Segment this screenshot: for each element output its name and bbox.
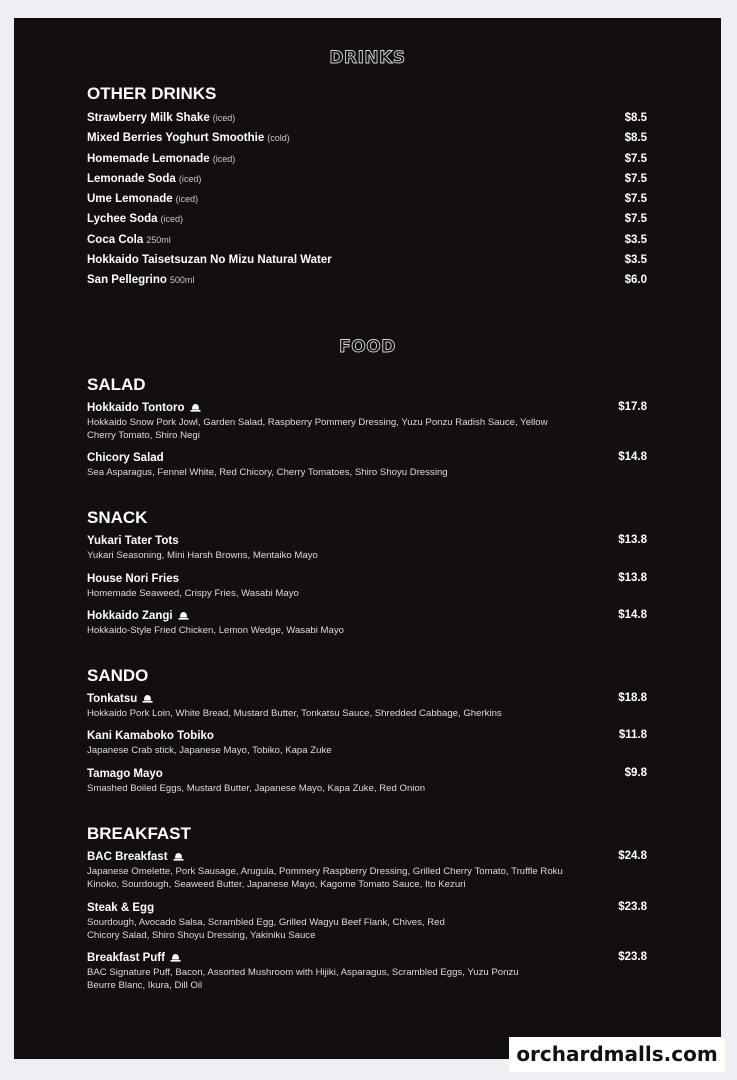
chef-hat-icon xyxy=(142,694,153,703)
drink-note: (iced) xyxy=(212,154,236,164)
food-name: Breakfast Puff xyxy=(87,952,165,964)
drink-name: San Pellegrino xyxy=(87,274,167,286)
food-name: Kani Kamaboko Tobiko xyxy=(87,730,214,742)
food-price: $11.8 xyxy=(618,729,647,741)
drink-price: $7.5 xyxy=(624,153,647,165)
food-price: $23.8 xyxy=(618,951,647,963)
food-price: $13.8 xyxy=(618,572,647,584)
food-item xyxy=(87,609,647,637)
drink-name: Ume Lemonade xyxy=(87,193,173,205)
food-description: Sea Asparagus, Fennel White, Red Chicory, Cherry Tomatoes, Shiro Shoyu Dressing xyxy=(87,467,448,478)
food-item xyxy=(87,901,647,942)
drink-note: 500ml xyxy=(169,275,195,285)
drink-item xyxy=(87,232,647,248)
food-section-title: FOOD xyxy=(339,337,396,357)
menu-page xyxy=(14,18,721,1059)
drink-note: (iced) xyxy=(160,214,184,224)
category-title-salad: SALAD xyxy=(87,375,146,394)
food-name: Hokkaido Zangi xyxy=(87,610,173,622)
food-item xyxy=(87,767,647,795)
chef-hat-icon xyxy=(170,953,181,962)
food-description: Yukari Seasoning, Mini Harsh Browns, Mentaiko Mayo xyxy=(87,550,318,561)
drink-price: $7.5 xyxy=(624,193,647,205)
drink-item xyxy=(87,130,647,146)
food-description: BAC Signature Puff, Bacon, Assorted Mushroom with Hijiki, Asparagus, Scrambled Eggs, Yuzu Ponzu Beurre Blanc, Ikura, Dill Oil xyxy=(87,967,519,991)
food-price: $18.8 xyxy=(618,692,647,704)
food-description: Smashed Boiled Eggs, Mustard Butter, Japanese Mayo, Kapa Zuke, Red Onion xyxy=(87,783,426,794)
food-price: $9.8 xyxy=(624,767,647,779)
chef-hat-icon xyxy=(190,403,201,412)
food-description: Homemade Seaweed, Crispy Fries, Wasabi Mayo xyxy=(87,588,299,599)
drink-item xyxy=(87,211,647,227)
drink-item xyxy=(87,272,647,288)
drink-item xyxy=(87,191,647,207)
food-item xyxy=(87,729,647,757)
food-item xyxy=(87,951,647,992)
watermark: orchardmalls.com xyxy=(509,1037,725,1072)
drink-name: Coca Cola xyxy=(87,234,144,246)
drink-name: Lemonade Soda xyxy=(87,173,176,185)
drink-item xyxy=(87,252,647,268)
drink-item xyxy=(87,171,647,187)
food-price: $13.8 xyxy=(618,534,647,546)
food-price: $14.8 xyxy=(618,451,647,463)
drink-price: $7.5 xyxy=(624,213,647,225)
food-name: BAC Breakfast xyxy=(87,851,168,863)
food-name: House Nori Fries xyxy=(87,573,180,585)
food-item xyxy=(87,451,647,479)
drink-price: $3.5 xyxy=(624,254,647,266)
food-description: Hokkaido-Style Fried Chicken, Lemon Wedge, Wasabi Mayo xyxy=(87,625,345,636)
drink-note: 250ml xyxy=(146,235,171,245)
food-description: Japanese Crab stick, Japanese Mayo, Tobiko, Kapa Zuke xyxy=(87,745,332,756)
food-item xyxy=(87,692,647,720)
food-name: Yukari Tater Tots xyxy=(87,535,179,547)
food-name: Tamago Mayo xyxy=(87,768,163,780)
food-name: Tonkatsu xyxy=(87,693,138,705)
category-title-snack: SNACK xyxy=(87,508,148,527)
drink-name: Homemade Lemonade xyxy=(87,153,210,165)
food-price: $23.8 xyxy=(618,901,647,913)
drink-price: $8.5 xyxy=(624,132,647,144)
food-price: $24.8 xyxy=(618,850,647,862)
drinks-section-title: DRINKS xyxy=(329,48,406,68)
drink-item xyxy=(87,110,647,126)
food-name: Chicory Salad xyxy=(87,452,164,464)
category-title-breakfast: BREAKFAST xyxy=(87,824,191,843)
food-item xyxy=(87,401,647,442)
food-name: Steak & Egg xyxy=(87,902,155,914)
drink-note: (iced) xyxy=(178,174,202,184)
drink-price: $3.5 xyxy=(624,234,647,246)
food-description: Hokkaido Pork Loin, White Bread, Mustard Butter, Tonkatsu Sauce, Shredded Cabbage, Gherkins xyxy=(87,708,502,719)
drink-item xyxy=(87,151,647,167)
drink-price: $8.5 xyxy=(624,112,647,124)
food-description: Sourdough, Avocado Salsa, Scrambled Egg, Grilled Wagyu Beef Flank, Chives, Red Chicory Salad, Shiro Shoyu Dressing, Yakiniku Sauce xyxy=(87,917,445,941)
drink-price: $7.5 xyxy=(624,173,647,185)
food-price: $14.8 xyxy=(618,609,647,621)
drink-price: $6.0 xyxy=(624,274,647,286)
food-item xyxy=(87,534,647,562)
food-price: $17.8 xyxy=(618,401,647,413)
food-name: Hokkaido Tontoro xyxy=(87,402,185,414)
food-item xyxy=(87,850,647,891)
category-title-other-drinks: OTHER DRINKS xyxy=(87,84,217,103)
chef-hat-icon xyxy=(178,611,189,620)
drink-note: (iced) xyxy=(212,113,236,123)
food-description: Japanese Omelette, Pork Sausage, Arugula, Pommery Raspberry Dressing, Grilled Cherry Tomato, Truffle Roku Kinoko, Sourdough, Seaweed Butter, Japanese Mayo, Kagome Tomato Sauce, Ito Kezuri xyxy=(87,866,563,890)
drink-name: Lychee Soda xyxy=(87,213,158,225)
drink-name: Hokkaido Taisetsuzan No Mizu Natural Water xyxy=(87,254,332,266)
drink-name: Strawberry Milk Shake xyxy=(87,112,210,124)
food-description: Hokkaido Snow Pork Jowl, Garden Salad, Raspberry Pommery Dressing, Yuzu Ponzu Radish Sauce, Yellow Cherry Tomato, Shiro Negi xyxy=(87,417,548,441)
drink-note: (cold) xyxy=(267,133,290,143)
category-title-sando: SANDO xyxy=(87,666,149,685)
chef-hat-icon xyxy=(173,852,184,861)
drink-note: (iced) xyxy=(175,194,199,204)
food-item xyxy=(87,572,647,600)
drink-name: Mixed Berries Yoghurt Smoothie xyxy=(87,132,265,144)
